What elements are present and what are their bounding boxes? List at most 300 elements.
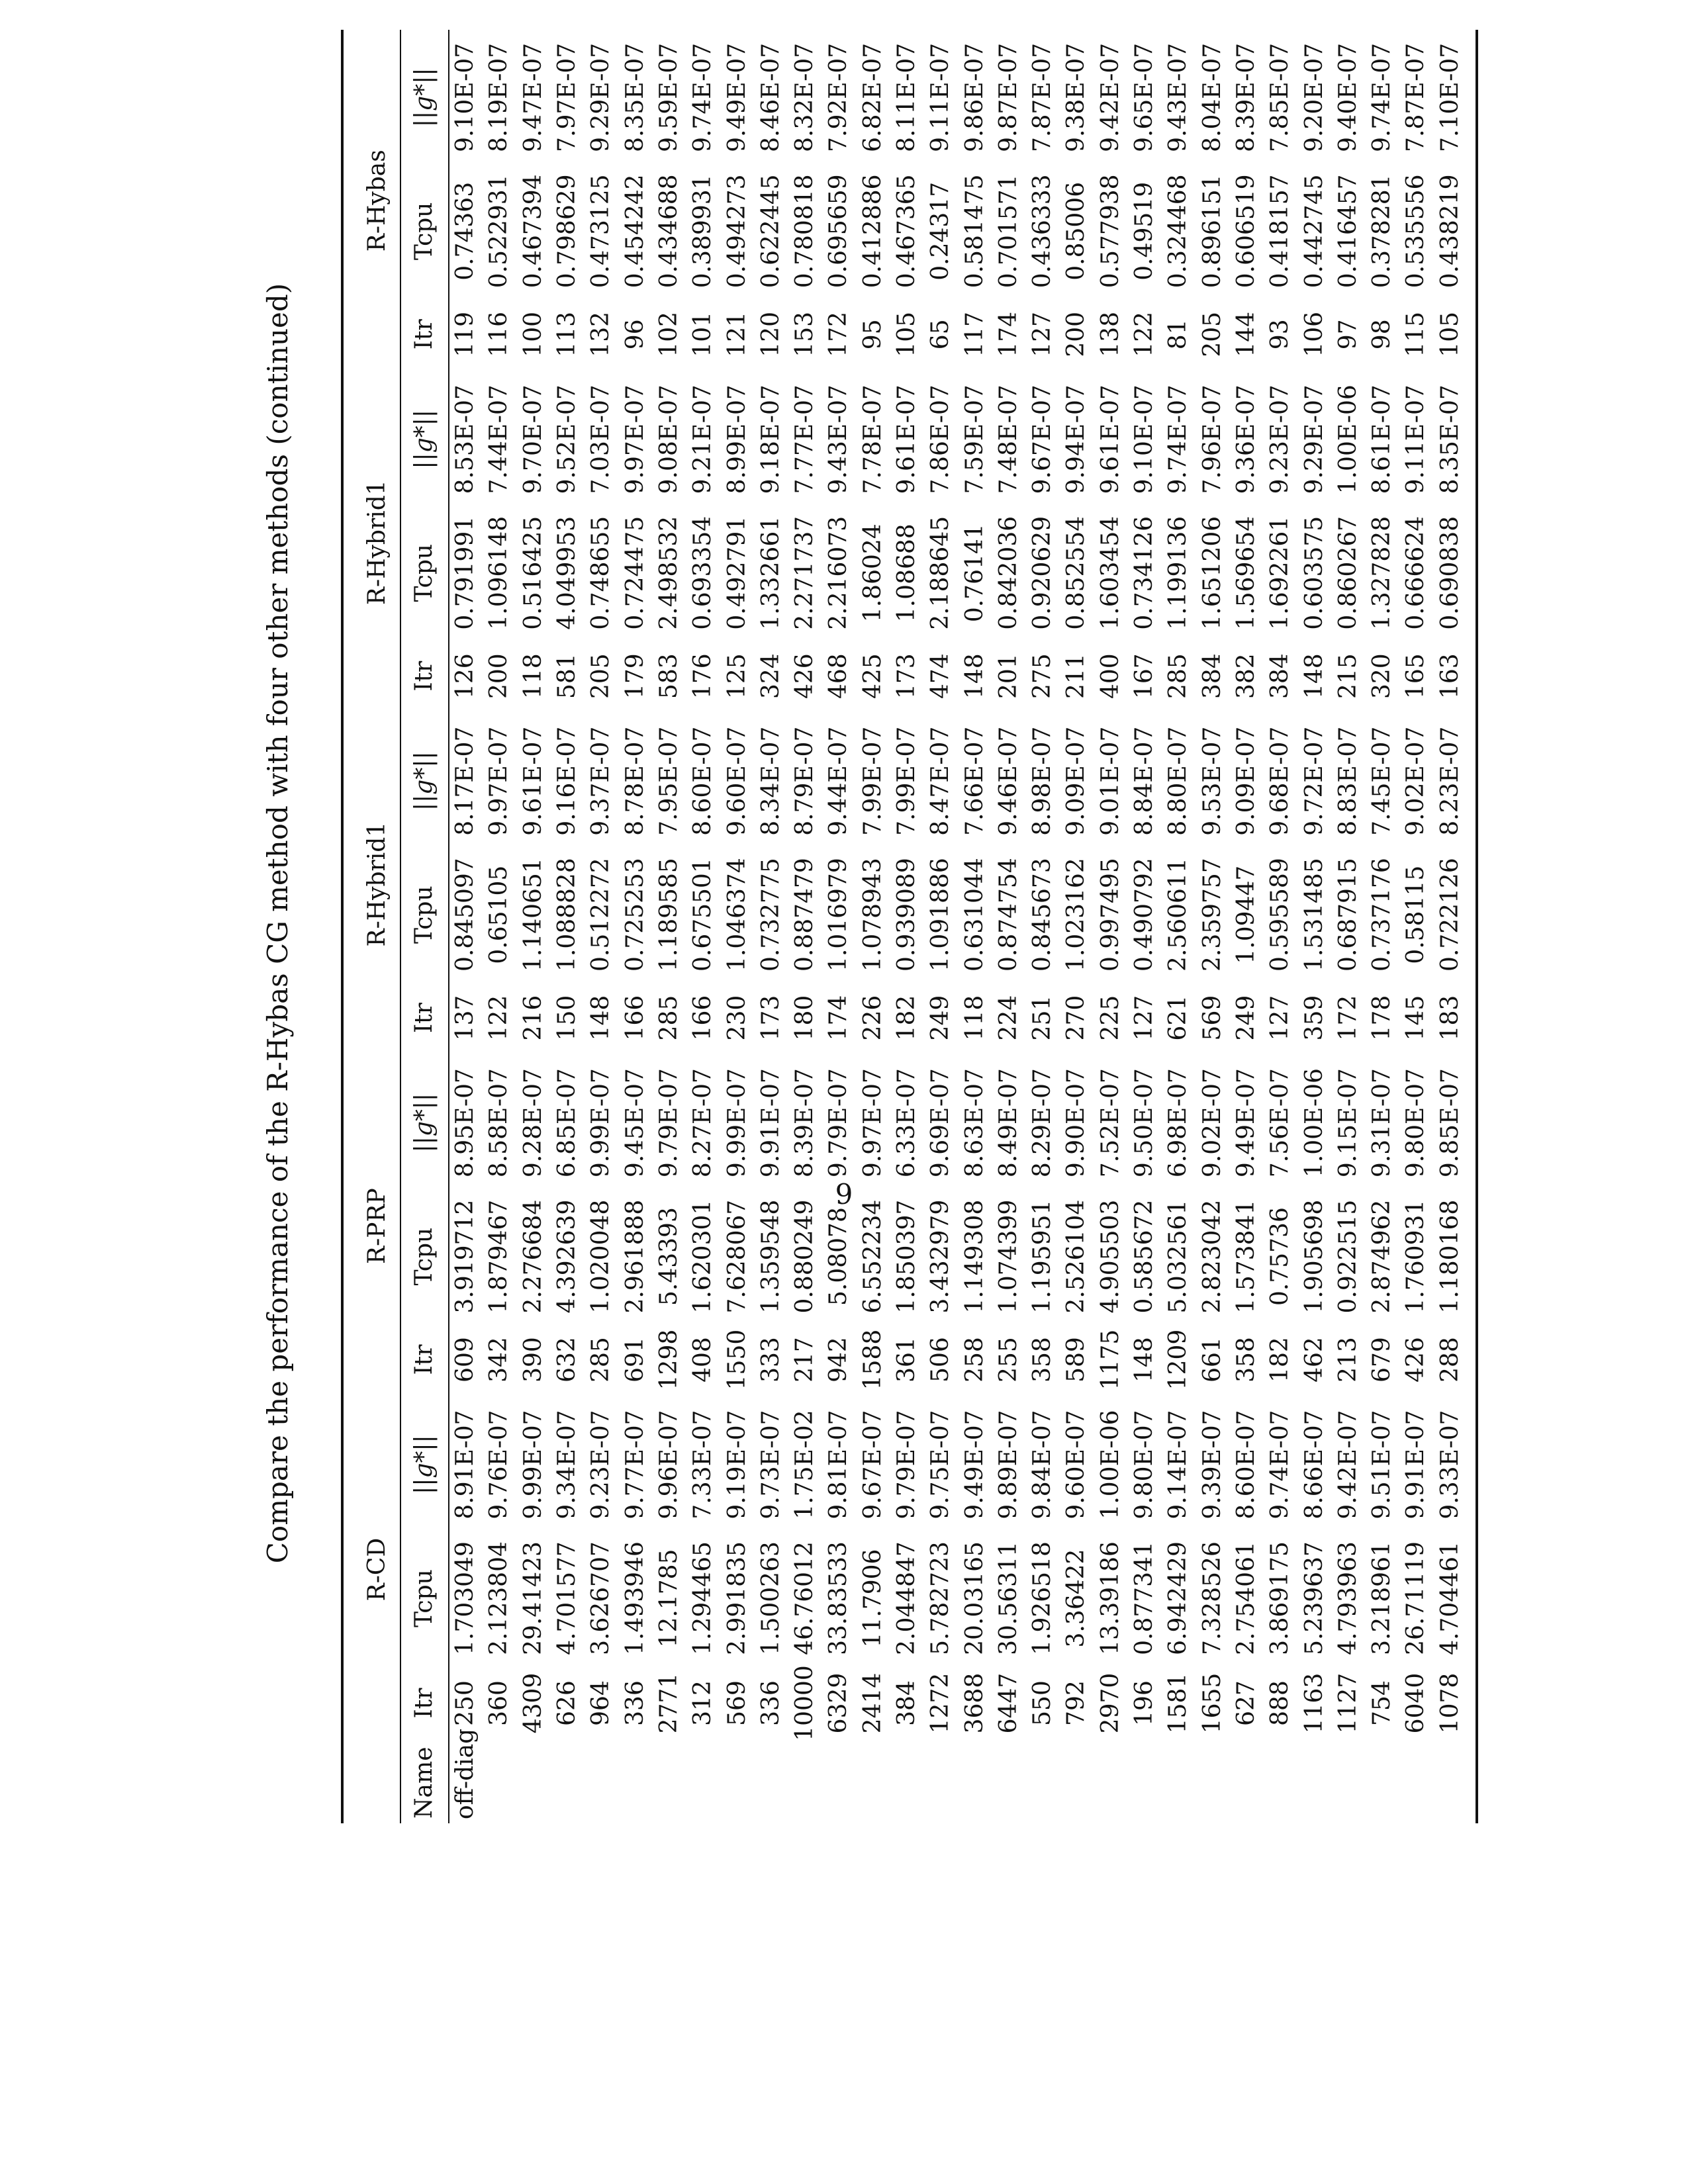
table-cell: 0.780818 [791, 174, 819, 289]
table-cell: 167 [1131, 653, 1158, 700]
table-cell: 7.03E-07 [587, 385, 615, 494]
table-cell: 0.922515 [1334, 1199, 1362, 1314]
table-cell: 9.20E-07 [1300, 42, 1328, 152]
table-cell: 174 [825, 995, 853, 1041]
table-row [1059, 30, 1093, 1823]
table-row [1365, 30, 1399, 1823]
table-cell: 9.08E-07 [655, 385, 682, 494]
table-cell: 127 [1029, 311, 1056, 357]
table-cell: 583 [655, 653, 682, 700]
row-group-name [1297, 1742, 1331, 1823]
rotated-table-page [255, 0, 1464, 1883]
table-cell: 148 [1131, 1337, 1158, 1383]
table-cell: 0.389931 [689, 174, 717, 289]
table-cell: 0.887479 [791, 858, 819, 972]
table-cell: 179 [621, 653, 649, 700]
table-cell: 0.693354 [689, 516, 717, 630]
table-cell: 125 [723, 653, 751, 700]
table-cell: 9.50E-07 [1131, 1068, 1158, 1178]
table-cell: 9.97E-07 [859, 1068, 886, 1178]
table-cell: 288 [1436, 1337, 1464, 1383]
table-cell: 0.473125 [587, 174, 615, 289]
table-cell: 115 [1402, 311, 1430, 357]
table-cell: 0.58115 [1402, 865, 1430, 964]
bottom-rule [1476, 30, 1478, 1823]
table-cell: 13.39186 [1096, 1541, 1124, 1655]
table-cell: 1.195951 [1029, 1199, 1056, 1314]
table-cell: 0.725253 [621, 858, 649, 972]
table-cell: 1.149308 [961, 1199, 988, 1314]
table-cell: 118 [519, 653, 547, 700]
table-row [482, 30, 516, 1823]
table-cell: 9.49E-07 [961, 1410, 988, 1520]
table-cell: 2.123804 [485, 1541, 513, 1655]
table-cell: 9.53E-07 [1198, 726, 1226, 836]
table-cell: 1078 [1436, 1672, 1464, 1734]
table-cell: 0.845097 [451, 858, 479, 972]
table-cell: 9.10E-07 [1131, 385, 1158, 494]
table-cell: 182 [893, 995, 920, 1041]
table-cell: 9.99E-07 [723, 1068, 751, 1178]
table-cell: 9.29E-07 [587, 42, 615, 152]
method-header: R-PRP [363, 1188, 391, 1264]
table-cell: 8.34E-07 [757, 726, 784, 836]
table-cell: 132 [587, 311, 615, 357]
table-cell: 0.860267 [1334, 516, 1362, 630]
table-cell: 2.276684 [519, 1199, 547, 1314]
table-cell: 8.58E-07 [485, 1068, 513, 1178]
table-cell: 0.595589 [1266, 858, 1294, 972]
table-cell: 9.11E-07 [927, 42, 955, 152]
table-cell: 0.581475 [961, 174, 988, 289]
table-cell: 8.60E-07 [689, 726, 717, 836]
row-group-name [550, 1742, 584, 1823]
table-cell: 98 [1368, 319, 1396, 350]
row-group-name [1025, 1742, 1059, 1823]
table-cell: 9.44E-07 [825, 726, 853, 836]
table-cell: 9.74E-07 [1368, 42, 1396, 152]
table-cell: 8.19E-07 [485, 42, 513, 152]
table-cell: 359 [1300, 995, 1328, 1041]
table-cell: 95 [859, 319, 886, 350]
table-cell: 2.823042 [1198, 1199, 1226, 1314]
table-cell: 11.7906 [859, 1549, 886, 1648]
row-group-name [923, 1742, 957, 1823]
table-row [618, 30, 651, 1823]
table-cell: 2.754061 [1232, 1541, 1260, 1655]
table-cell: 173 [757, 995, 784, 1041]
table-cell: 7.628067 [723, 1199, 751, 1314]
table-cell: 1581 [1164, 1672, 1192, 1734]
table-cell: 2.044847 [893, 1541, 920, 1655]
table-cell: 9.60E-07 [723, 726, 751, 836]
table-cell: 9.72E-07 [1300, 726, 1328, 836]
table-cell: 1.86024 [859, 523, 886, 623]
row-group-name [652, 1742, 686, 1823]
table-cell: 468 [825, 653, 853, 700]
row-group-name [957, 1742, 991, 1823]
table-cell: 426 [791, 653, 819, 700]
top-rule [341, 30, 344, 1823]
table-cell: 105 [893, 311, 920, 357]
table-cell: 9.79E-07 [825, 1068, 853, 1178]
column-header: Itr [410, 319, 438, 350]
table-cell: 2.991835 [723, 1541, 751, 1655]
table-cell: 178 [1368, 995, 1396, 1041]
table-cell: 7.328526 [1198, 1541, 1226, 1655]
table-cell: 127 [1266, 995, 1294, 1041]
table-cell: 506 [927, 1337, 955, 1383]
table-cell: 9.85E-07 [1436, 1068, 1464, 1178]
method-header: R-Hybas [363, 150, 391, 252]
table-cell: 20.03165 [961, 1541, 988, 1655]
table-cell: 0.842036 [994, 516, 1022, 630]
column-header-row [399, 30, 448, 1823]
table-cell: 6.942429 [1164, 1541, 1192, 1655]
table-row [720, 30, 753, 1823]
table-cell: 249 [1232, 995, 1260, 1041]
table-cell: 1.500263 [757, 1541, 784, 1655]
table-cell: 285 [587, 1337, 615, 1383]
table-cell: 0.791991 [451, 516, 479, 630]
table-cell: 9.97E-07 [485, 726, 513, 836]
table-cell: 8.46E-07 [757, 42, 784, 152]
table-cell: 183 [1436, 995, 1464, 1041]
table-cell: 7.44E-07 [485, 385, 513, 494]
table-cell: 6.33E-07 [893, 1068, 920, 1178]
table-row [890, 30, 923, 1823]
table-cell: 2.188645 [927, 516, 955, 630]
table-cell: 0.585672 [1131, 1199, 1158, 1314]
table-cell: 200 [485, 653, 513, 700]
table-cell: 6.82E-07 [859, 42, 886, 152]
table-cell: 9.42E-07 [1334, 1410, 1362, 1520]
table-cell: 7.87E-07 [1402, 42, 1430, 152]
table-cell: 270 [1062, 995, 1090, 1041]
table-cell: 8.53E-07 [451, 385, 479, 494]
table-cell: 0.631044 [961, 858, 988, 972]
table-cell: 176 [689, 653, 717, 700]
table-cell: 10000 [791, 1665, 819, 1741]
table-cell: 754 [1368, 1680, 1396, 1726]
row-group-name [720, 1742, 753, 1823]
table-cell: 312 [689, 1680, 717, 1726]
table-cell: 8.83E-07 [1334, 726, 1362, 836]
table-cell: 8.99E-07 [723, 385, 751, 494]
table-cell: 7.96E-07 [1198, 385, 1226, 494]
table-cell: 2771 [655, 1672, 682, 1734]
table-cell: 0.603575 [1300, 516, 1328, 630]
table-cell: 792 [1062, 1680, 1090, 1726]
table-cell: 569 [723, 1680, 751, 1726]
table-cell: 408 [689, 1337, 717, 1383]
table-cell: 9.37E-07 [587, 726, 615, 836]
table-cell: 225 [1096, 995, 1124, 1041]
table-cell: 0.512272 [587, 858, 615, 972]
table-cell: 589 [1062, 1337, 1090, 1383]
table-cell: 9.39E-07 [1198, 1410, 1226, 1520]
table-cell: 661 [1198, 1337, 1226, 1383]
table-cell: 1655 [1198, 1672, 1226, 1734]
table-cell: 9.69E-07 [927, 1068, 955, 1178]
table-cell: 116 [485, 311, 513, 357]
table-cell: 4309 [519, 1672, 547, 1734]
table-cell: 9.96E-07 [655, 1410, 682, 1520]
table-cell: 9.61E-07 [893, 385, 920, 494]
table-cell: 0.724475 [621, 516, 649, 630]
table-cell: 29.41423 [519, 1541, 547, 1655]
table-cell: 9.91E-07 [757, 1068, 784, 1178]
table-cell: 0.492791 [723, 516, 751, 630]
table-cell: 8.04E-07 [1198, 42, 1226, 152]
table-cell: 0.748655 [587, 516, 615, 630]
table-cell: 1.078943 [859, 858, 886, 972]
table-cell: 9.94E-07 [1062, 385, 1090, 494]
table-cell: 100 [519, 311, 547, 357]
table-cell: 117 [961, 311, 988, 357]
page-number: 9 [835, 1178, 853, 1210]
row-group-name [1196, 1742, 1229, 1823]
table-cell: 230 [723, 995, 751, 1041]
table-cell: 7.97E-07 [553, 42, 581, 152]
table-cell: 0.695659 [825, 174, 853, 289]
table-cell: 0.442745 [1300, 174, 1328, 289]
table-cell: 120 [757, 311, 784, 357]
table-cell: 285 [1164, 653, 1192, 700]
table-cell: 609 [451, 1337, 479, 1383]
table-cell: 30.56311 [994, 1541, 1022, 1655]
table-cell: 113 [553, 311, 581, 357]
table-cell: 200 [1062, 311, 1090, 357]
table-cell: 97 [1334, 319, 1362, 350]
row-group-name: off-diag [451, 1728, 479, 1819]
table-cell: 9.01E-07 [1096, 726, 1124, 836]
table-cell: 9.76E-07 [485, 1410, 513, 1520]
table-cell: 550 [1029, 1680, 1056, 1726]
table-cell: 4.704461 [1436, 1541, 1464, 1655]
table-row [992, 30, 1025, 1823]
table-cell: 9.70E-07 [519, 385, 547, 494]
table-cell: 9.09E-07 [1232, 726, 1260, 836]
table-cell: 9.02E-07 [1198, 1068, 1226, 1178]
table-cell: 1127 [1334, 1672, 1362, 1734]
table-cell: 1.140651 [519, 858, 547, 972]
table-cell: 145 [1402, 995, 1430, 1041]
table-cell: 390 [519, 1337, 547, 1383]
table-cell: 1.199136 [1164, 516, 1192, 630]
column-header: ||g*|| [410, 1435, 438, 1494]
table-cell: 0.490792 [1131, 858, 1158, 972]
table-cell: 3.36422 [1062, 1549, 1090, 1648]
table-cell: 5.239637 [1300, 1541, 1328, 1655]
table-cell: 9.11E-07 [1402, 385, 1430, 494]
column-header: Tcpu [410, 1569, 438, 1627]
table-cell: 8.27E-07 [689, 1068, 717, 1178]
table-cell: 8.23E-07 [1436, 726, 1464, 836]
table-cell: 8.35E-07 [621, 42, 649, 152]
table-row [788, 30, 821, 1823]
row-group-name [788, 1742, 821, 1823]
table-cell: 7.33E-07 [689, 1410, 717, 1520]
table-cell: 621 [1164, 995, 1192, 1041]
row-group-name [856, 1742, 890, 1823]
table-cell: 8.98E-07 [1029, 726, 1056, 836]
table-cell: 0.701571 [994, 174, 1022, 289]
table-row [856, 30, 890, 1823]
table-cell: 1298 [655, 1329, 682, 1390]
table-cell: 7.45E-07 [1368, 726, 1396, 836]
table-cell: 7.59E-07 [961, 385, 988, 494]
table-cell: 8.80E-07 [1164, 726, 1192, 836]
table-cell: 361 [893, 1337, 920, 1383]
table-cell: 7.99E-07 [859, 726, 886, 836]
table-cell: 9.84E-07 [1029, 1410, 1056, 1520]
column-header: Itr [410, 1688, 438, 1719]
table-row [957, 30, 991, 1823]
table-cell: 9.36E-07 [1232, 385, 1260, 494]
table-cell: 8.79E-07 [791, 726, 819, 836]
column-header: Itr [410, 660, 438, 692]
table-cell: 9.90E-07 [1062, 1068, 1090, 1178]
table-cell: 9.43E-07 [825, 385, 853, 494]
column-header: ||g*|| [410, 410, 438, 469]
table-cell: 0.434688 [655, 174, 682, 289]
table-cell: 1.926518 [1029, 1541, 1056, 1655]
table-cell: 0.65105 [485, 865, 513, 964]
table-cell: 166 [689, 995, 717, 1041]
table-cell: 8.61E-07 [1368, 385, 1396, 494]
table-cell: 9.68E-07 [1266, 726, 1294, 836]
table-cell: 196 [1131, 1680, 1158, 1726]
table-cell: 3.626707 [587, 1541, 615, 1655]
table-cell: 1.603454 [1096, 516, 1124, 630]
table-cell: 180 [791, 995, 819, 1041]
table-row [821, 30, 855, 1823]
column-header: Itr [410, 1003, 438, 1034]
table-cell: 118 [961, 995, 988, 1041]
table-cell: 0.24317 [927, 181, 955, 281]
table-cell: 105 [1436, 311, 1464, 357]
table-cell: 224 [994, 995, 1022, 1041]
table-cell: 9.59E-07 [655, 42, 682, 152]
table-cell: 9.42E-07 [1096, 42, 1124, 152]
table-cell: 9.91E-07 [1402, 1410, 1430, 1520]
table-cell: 1272 [927, 1672, 955, 1734]
table-cell: 1.091886 [927, 858, 955, 972]
table-cell: 26.71119 [1402, 1541, 1430, 1655]
table-cell: 148 [961, 653, 988, 700]
table-cell: 122 [1131, 311, 1158, 357]
table-row [686, 30, 720, 1823]
table-cell: 6040 [1402, 1672, 1430, 1734]
table-cell: 4.701577 [553, 1541, 581, 1655]
row-group-name [754, 1742, 788, 1823]
table-cell: 5.43393 [655, 1207, 682, 1306]
table-cell: 0.722126 [1436, 858, 1464, 972]
row-group-name [821, 1742, 855, 1823]
table-cell: 5.782723 [927, 1541, 955, 1655]
table-cell: 888 [1266, 1680, 1294, 1726]
table-cell: 9.43E-07 [1164, 42, 1192, 152]
table-cell: 1.08688 [893, 523, 920, 623]
table-cell: 8.17E-07 [451, 726, 479, 836]
table-cell: 9.60E-07 [1062, 1410, 1090, 1520]
table-row [652, 30, 686, 1823]
table-row [550, 30, 584, 1823]
table-cell: 7.85E-07 [1266, 42, 1294, 152]
table-cell: 9.74E-07 [1266, 1410, 1294, 1520]
row-group-name [584, 1742, 618, 1823]
table-cell: 0.324468 [1164, 174, 1192, 289]
table-cell: 2414 [859, 1672, 886, 1734]
table-cell: 9.52E-07 [553, 385, 581, 494]
table-cell: 1.879467 [485, 1199, 513, 1314]
table-cell: 1.023162 [1062, 858, 1090, 972]
table-cell: 1.09447 [1232, 865, 1260, 964]
table-cell: 1.332661 [757, 516, 784, 630]
table-row [1161, 30, 1195, 1823]
table-cell: 6447 [994, 1672, 1022, 1734]
table-cell: 8.66E-07 [1300, 1410, 1328, 1520]
column-header: Itr [410, 1344, 438, 1375]
table-cell: 101 [689, 311, 717, 357]
table-cell: 0.798629 [553, 174, 581, 289]
table-cell: 1.620301 [689, 1199, 717, 1314]
table-cell: 8.63E-07 [961, 1068, 988, 1178]
table-cell: 9.19E-07 [723, 1410, 751, 1520]
table-cell: 215 [1334, 653, 1362, 700]
table-cell: 9.23E-07 [587, 1410, 615, 1520]
table-cell: 1.00E-06 [1334, 385, 1362, 494]
table-cell: 7.48E-07 [994, 385, 1022, 494]
table-cell: 9.73E-07 [757, 1410, 784, 1520]
table-row [1196, 30, 1229, 1823]
table-cell: 627 [1232, 1680, 1260, 1726]
table-row [754, 30, 788, 1823]
table-cell: 9.15E-07 [1334, 1068, 1362, 1178]
table-cell: 1.75E-02 [791, 1410, 819, 1520]
table-row [1399, 30, 1432, 1823]
table-cell: 1.493946 [621, 1541, 649, 1655]
table-cell: 2.560611 [1164, 858, 1192, 972]
table-cell: 2.359757 [1198, 858, 1226, 972]
table-cell: 7.10E-07 [1436, 42, 1464, 152]
row-group-name [482, 1742, 516, 1823]
table-cell: 1.359548 [757, 1199, 784, 1314]
table-cell: 9.38E-07 [1062, 42, 1090, 152]
table-row [1297, 30, 1331, 1823]
table-cell: 9.74E-07 [689, 42, 717, 152]
table-cell: 8.49E-07 [994, 1068, 1022, 1178]
table-cell: 1.531485 [1300, 858, 1328, 972]
table-cell: 153 [791, 311, 819, 357]
table-cell: 679 [1368, 1337, 1396, 1383]
row-group-name [1059, 1742, 1093, 1823]
table-cell: 358 [1232, 1337, 1260, 1383]
table-cell: 5.08078 [825, 1207, 853, 1306]
table-cell: 93 [1266, 319, 1294, 350]
table-cell: 1.573841 [1232, 1199, 1260, 1314]
table-cell: 172 [825, 311, 853, 357]
table-cell: 1.074399 [994, 1199, 1022, 1314]
table-cell: 0.734126 [1131, 516, 1158, 630]
column-header: Tcpu [410, 1227, 438, 1286]
table-cell: 2970 [1096, 1672, 1124, 1734]
table-cell: 474 [927, 653, 955, 700]
table-row [584, 30, 618, 1823]
table-cell: 336 [757, 1680, 784, 1726]
table-cell: 0.416457 [1334, 174, 1362, 289]
